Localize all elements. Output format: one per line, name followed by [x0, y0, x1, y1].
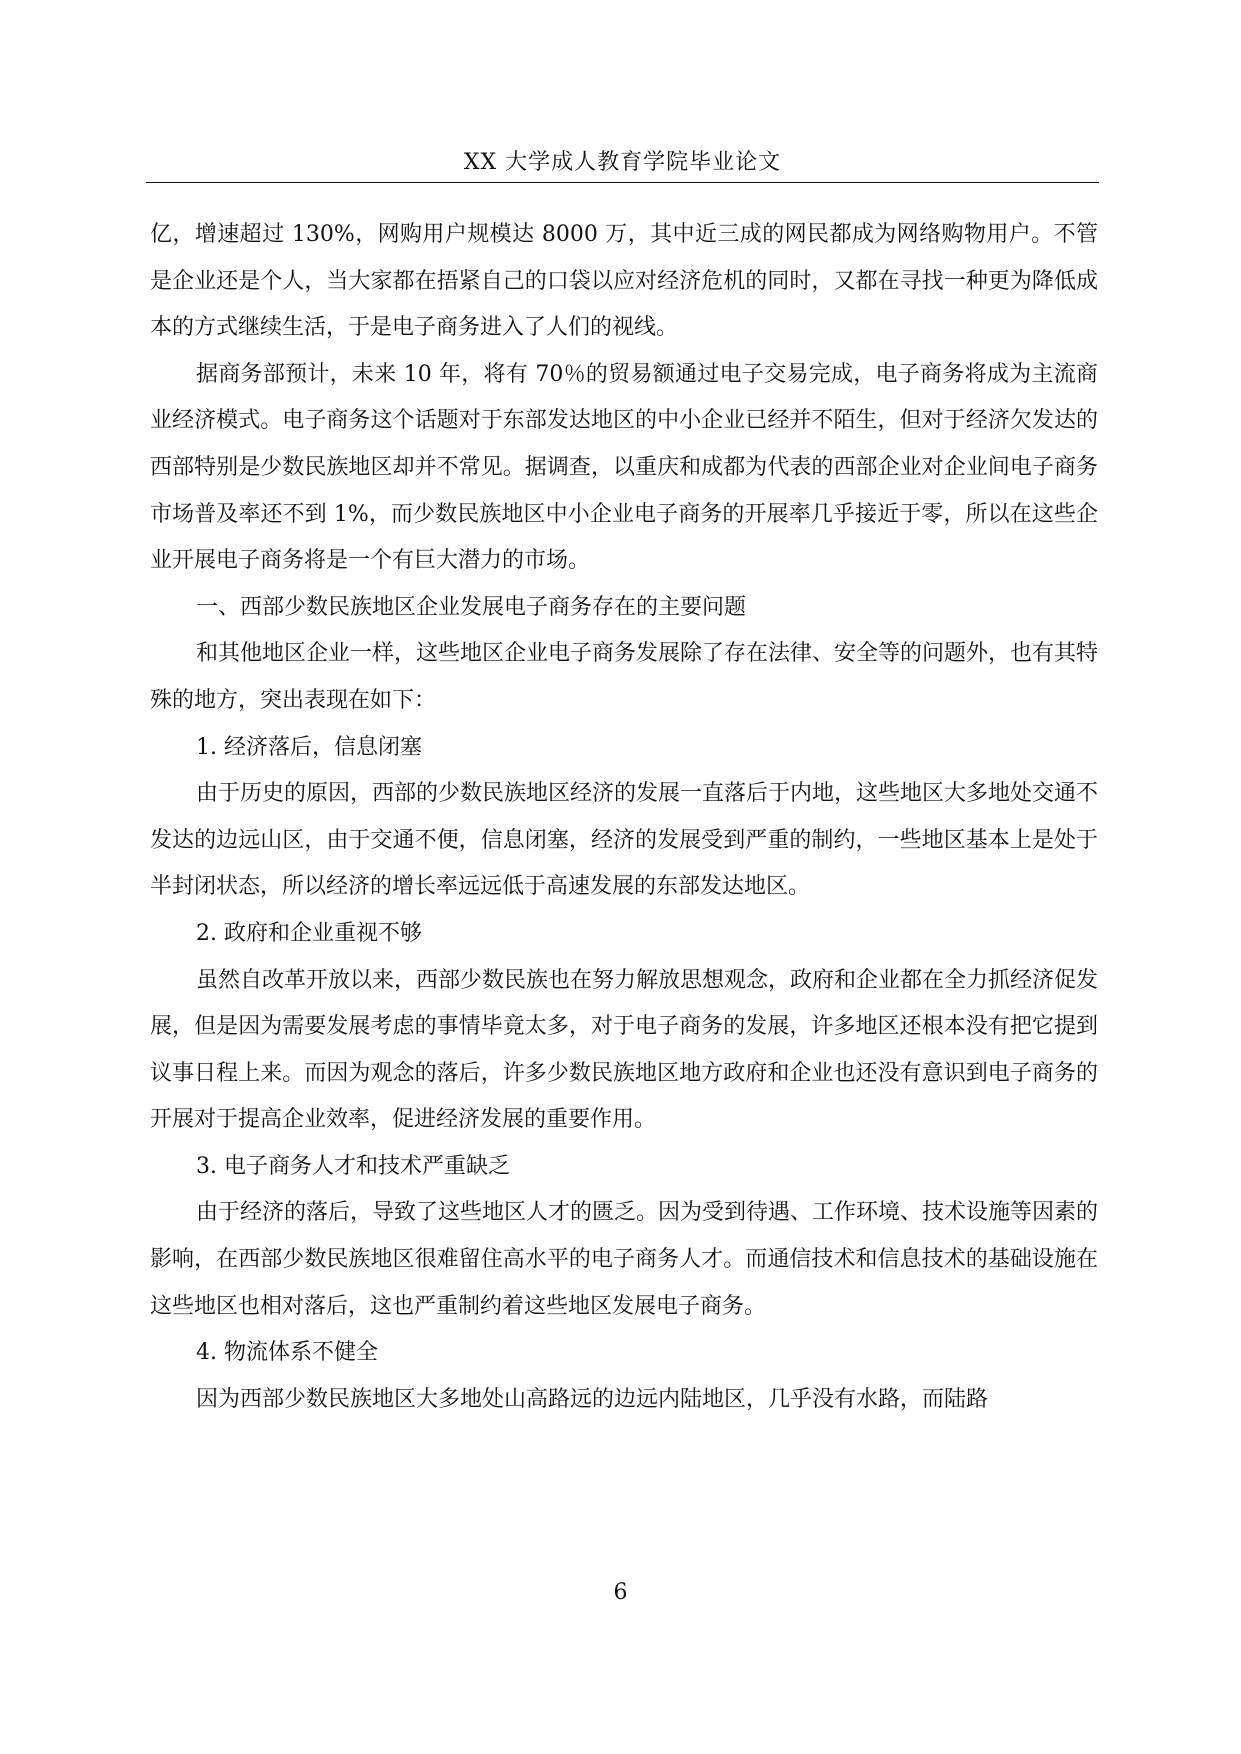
subsection-heading: 3. 电子商务人才和技术严重缺乏	[196, 1153, 510, 1179]
paragraph: 亿，增速超过 130%，网购用户规模达 8000 万，其中近三成的网民都成为网络购物用户。不管是企业还是个人，当大家都在捂紧自己的口袋以应对经济危机的同时，又都在寻找一种更为降低成本的方式继续生活，于是电子商务进入了人们的视线。	[150, 222, 1098, 341]
body-text	[150, 212, 1098, 1423]
paragraph: 因为西部少数民族地区大多地处山高路远的边远内陆地区，几乎没有水路，而陆路	[196, 1386, 989, 1412]
paragraph: 据商务部预计，未来 10 年，将有 70％的贸易额通过电子交易完成，电子商务将成为主流商业经济模式。电子商务这个话题对于东部发达地区的中小企业已经并不陌生，但对于经济欠发达的西部特别是少数民族地区却并不常见。据调查，以重庆和成都为代表的西部企业对企业间电子商务市场普及率还不到 1%，而少数民族地区中小企业电子商务的开展率几乎接近于零，所以在这些企业开展电子商务将是一个有巨大潜力的市场。	[150, 361, 1098, 574]
paragraph: 虽然自改革开放以来，西部少数民族也在努力解放思想观念，政府和企业都在全力抓经济促发展，但是因为需要发展考虑的事情毕竟太多，对于电子商务的发展，许多地区还根本没有把它提到议事日程上来。而因为观念的落后，许多少数民族地区地方政府和企业也还没有意识到电子商务的开展对于提高企业效率，促进经济发展的重要作用。	[150, 967, 1099, 1133]
paragraph: 由于经济的落后，导致了这些地区人才的匮乏。因为受到待遇、工作环境、技术设施等因素的影响，在西部少数民族地区很难留住高水平的电子商务人才。而通信技术和信息技术的基础设施在这些地区也相对落后，这也严重制约着这些地区发展电子商务。	[150, 1200, 1099, 1319]
subsection-heading: 1. 经济落后，信息闭塞	[196, 734, 422, 760]
paragraph: 和其他地区企业一样，这些地区企业电子商务发展除了存在法律、安全等的问题外，也有其特殊的地方，突出表现在如下：	[150, 641, 1099, 713]
subsection-heading: 4. 物流体系不健全	[196, 1340, 378, 1366]
page-number: 6	[613, 1580, 628, 1605]
page-header-title: XX 大学成人教育学院毕业论文	[463, 150, 782, 175]
subsection-heading: 2. 政府和企业重视不够	[196, 920, 422, 946]
section-heading: 一、西部少数民族地区企业发展电子商务存在的主要问题	[196, 594, 747, 620]
header-divider	[146, 182, 1099, 183]
paragraph: 由于历史的原因，西部的少数民族地区经济的发展一直落后于内地，这些地区大多地处交通不发达的边远山区，由于交通不便，信息闭塞，经济的发展受到严重的制约，一些地区基本上是处于半封闭状态，所以经济的增长率远远低于高速发展的东部发达地区。	[150, 781, 1099, 900]
